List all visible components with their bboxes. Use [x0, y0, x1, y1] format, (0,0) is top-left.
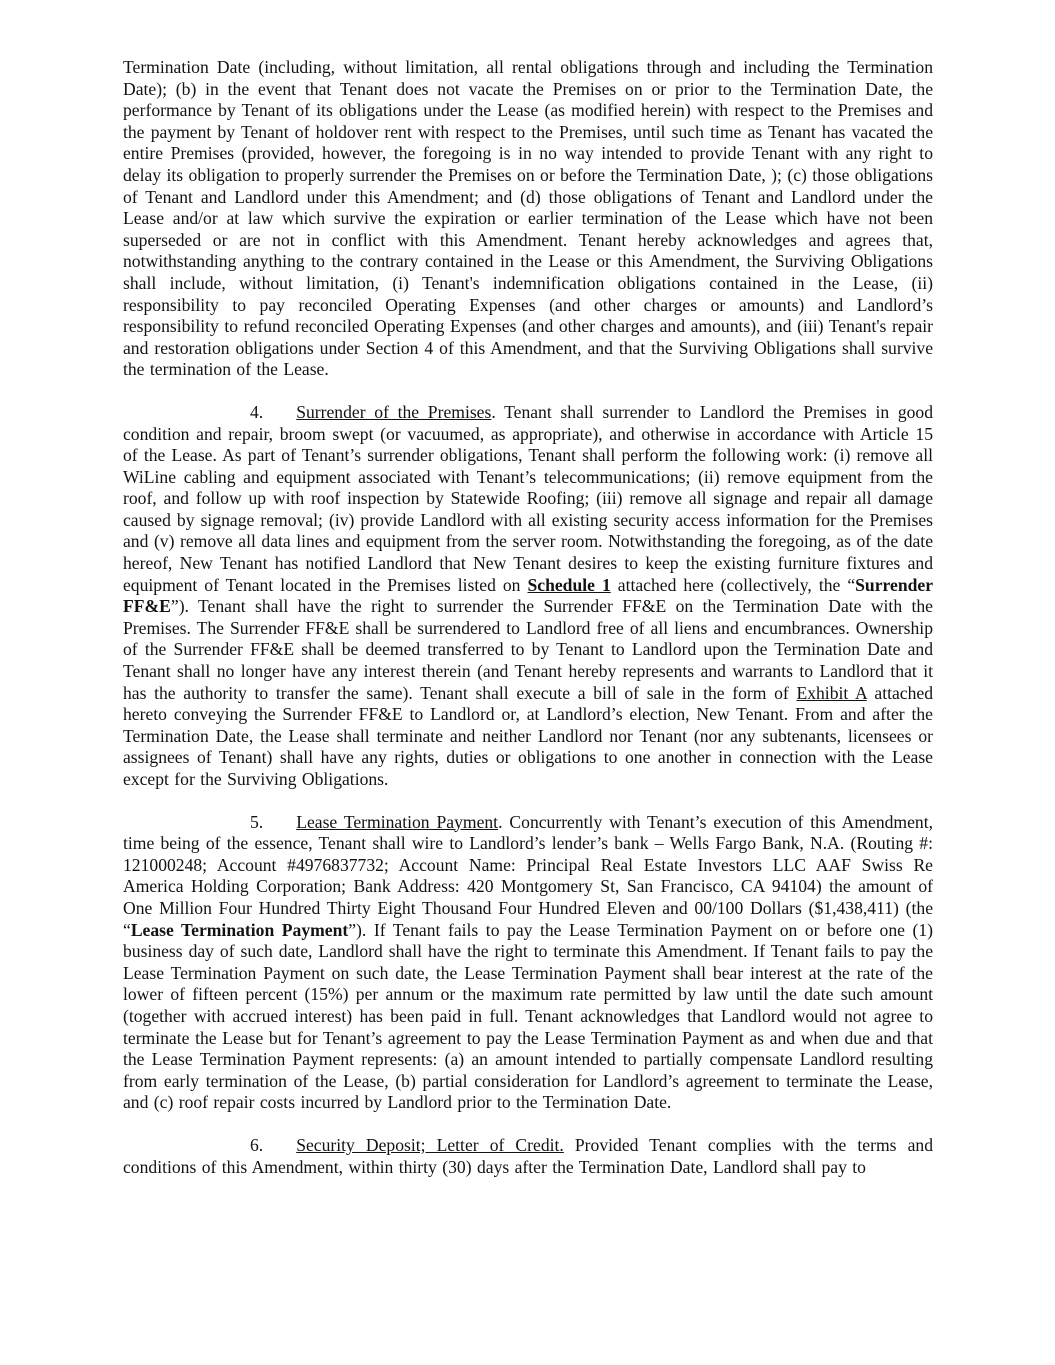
text-segment: attached here (collectively, the “	[610, 574, 856, 595]
paragraph-4-surrender-of-premises	[123, 402, 933, 791]
text-segment: ”). If Tenant fails to pay the Lease Termination Payment on or before one (1) business day of such date, Landlord shall have the right to terminate this Amendment. If Tenant fails to pay the Lease Termination Payment on such date, the Lease Termination Payment shall bear interest at the rate of the lower of fifteen percent (15%) per annum or the maximum rate permitted by law until the date such amount (together with accrued interest) has been paid in full. Tenant acknowledges that Landlord would not agree to terminate the Lease but for Tenant’s agreement to pay the Lease Termination Payment as and when due and that the Lease Termination Payment represents: (a) an amount intended to partially compensate Landlord resulting from early termination of the Lease, (b) partial consideration for Landlord’s agreement to terminate the Lease, and (c) roof repair costs incurred by Landlord prior to the Termination Date.	[123, 919, 933, 1113]
paragraph-surviving-obligations	[123, 57, 933, 381]
text-segment: Exhibit A	[796, 682, 867, 703]
text-segment: 4.	[250, 401, 264, 422]
text-segment: 6.	[250, 1134, 264, 1155]
text-segment: . Tenant shall surrender to Landlord the Premises in good condition and repair, broom swept (or vacuumed, as appropriate), and otherwise in accordance with Article 15 of the Lease. As part of Tenant’s surrender obligations, Tenant shall perform the following work: (i) remove all WiLine cabling and equipment associated with Tenant’s telecommunications; (ii) remove equipment from the roof, and follow up with roof inspection by Statewide Roofing; (iii) remove all signage and repair all damage caused by signage removal; (iv) provide Landlord with all existing security access information for the Premises and (v) remove all data lines and equipment from the server room. Notwithstanding the foregoing, as of the date hereof, New Tenant has notified Landlord that New Tenant desires to keep the existing furniture fixtures and equipment of Tenant located in the Premises listed on	[123, 401, 934, 595]
text-segment: Surrender of the Premises	[296, 401, 492, 422]
text-segment: Provided Tenant complies with the terms and conditions of this Amendment, within thirty (30) days after the Termination Date, Landlord shall pay to	[123, 1134, 933, 1177]
paragraph-6-security-deposit	[123, 1135, 933, 1178]
paragraph-5-lease-termination-payment	[123, 812, 933, 1114]
text-segment: Security Deposit; Letter of Credit.	[296, 1134, 564, 1155]
text-segment: Surrender FF&E	[123, 574, 934, 617]
text-segment: ”). Tenant shall have the right to surrender the Surrender FF&E on the Termination Date with the Premises. The Surrender FF&E shall be surrendered to Landlord free of all liens and encumbrances. Ownership of the Surrender FF&E shall be deemed transferred to by Tenant to Landlord upon the Termination Date and Tenant shall no longer have any interest therein (and Tenant hereby represents and warrants to Landlord that it has the authority to transfer the same). Tenant shall execute a bill of sale in the form of	[123, 596, 933, 703]
text-segment: Lease Termination Payment	[296, 811, 499, 832]
text-segment: . Concurrently with Tenant’s execution of this Amendment, time being of the essence, Tenant shall wire to Landlord’s lender’s bank – Wells Fargo Bank, N.A. (Routing #: 121000248; Account #4976837732; Account Name: Principal Real Estate Investors LLC AAF Swiss Re America Holding Corporation; Bank Address: 420 Montgomery St, San Francisco, CA 94104) the amount of One Million Four Hundred Thirty Eight Thousand Four Hundred Eleven and 00/100 Dollars ($1,438,411) (the “	[123, 811, 933, 940]
text-segment: attached hereto conveying the Surrender FF&E to Landlord or, at Landlord’s election, New Tenant. From and after the Termination Date, the Lease shall terminate and neither Landlord nor Tenant (nor any subtenants, licensees or assignees of Tenant) shall have any rights, duties or obligations to one another in connection with the Lease except for the Surviving Obligations.	[123, 682, 933, 789]
text-segment: 5.	[250, 811, 264, 832]
text-segment: Termination Date (including, without limitation, all rental obligations through and including the Termination Date); (b) in the event that Tenant does not vacate the Premises on or prior to the Termination Date, the performance by Tenant of its obligations under the Lease (as modified herein) with respect to the Premises and the payment by Tenant of holdover rent with respect to the Premises, until such time as Tenant has vacated the entire Premises (provided, however, the foregoing is in no way intended to provide Tenant with any right to delay its obligation to properly surrender the Premises on or before the Termination Date, ); (c) those obligations of Tenant and Landlord under this Amendment; and (d) those obligations of Tenant and Landlord under the Lease and/or at law which survive the expiration or earlier termination of the Lease which have not been superseded or are not in conflict with this Amendment. Tenant hereby acknowledges and agrees that, notwithstanding anything to the contrary contained in the Lease or this Amendment, the Surviving Obligations shall include, without limitation, (i) Tenant's indemnification obligations contained in the Lease, (ii) responsibility to pay reconciled Operating Expenses (and other charges or amounts) and Landlord’s responsibility to refund reconciled Operating Expenses (and other charges and amounts), and (iii) Tenant's repair and restoration obligations under Section 4 of this Amendment, and that the Surviving Obligations shall survive the termination of the Lease.	[123, 57, 933, 380]
text-segment: Schedule 1	[527, 574, 611, 595]
text-segment: Lease Termination Payment	[130, 919, 349, 940]
document-body	[123, 57, 933, 1178]
